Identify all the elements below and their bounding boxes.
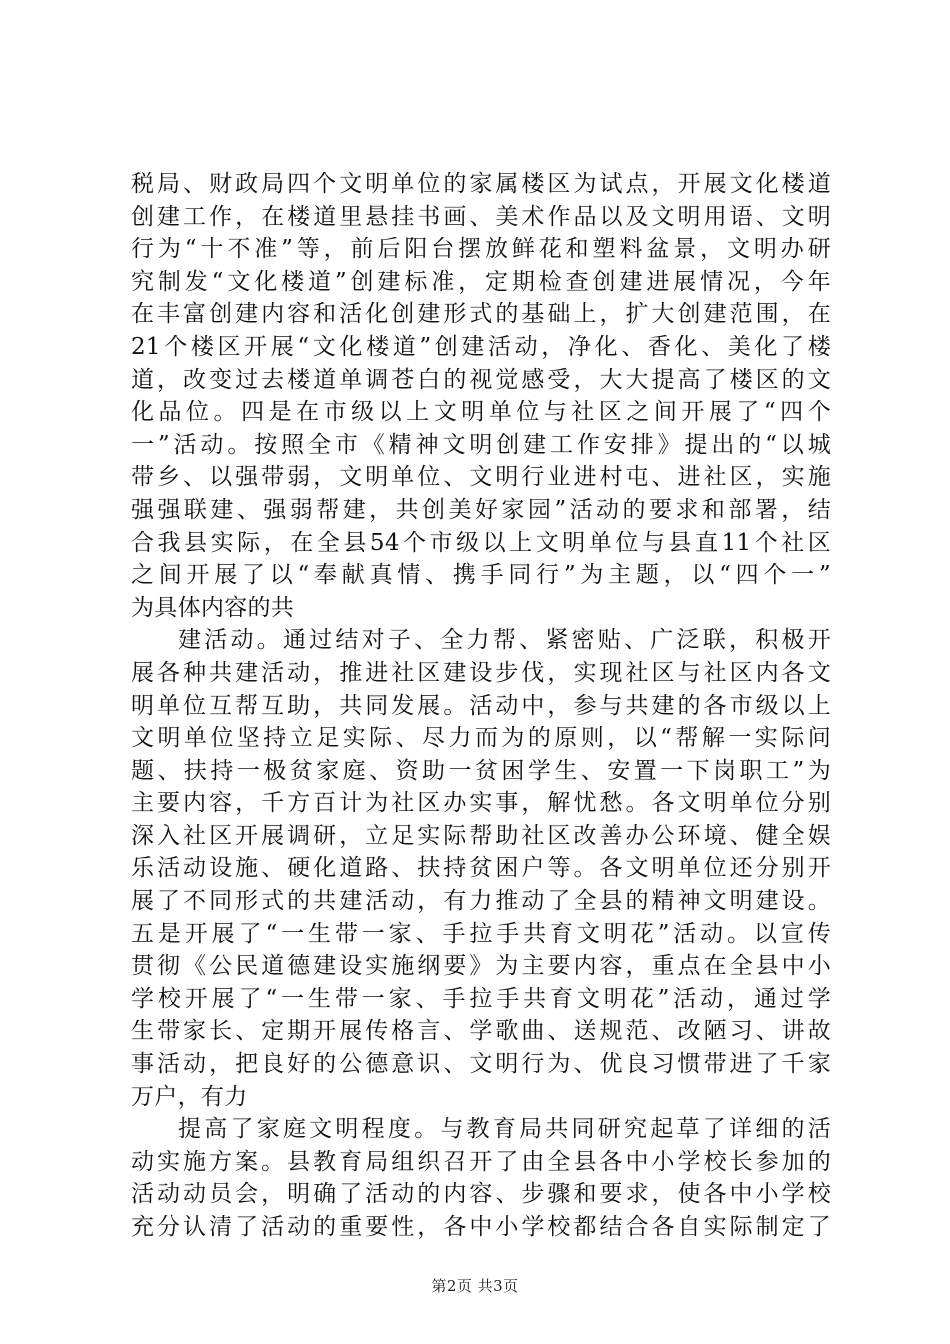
text-line: 税局、财政局四个文明单位的家属楼区为试点，开展文化楼道	[131, 171, 831, 197]
page-indicator: 第2页 共3页	[431, 1277, 519, 1295]
text-line: 乐活动设施、硬化道路、扶持贫困户等。各文明单位还分别开	[131, 855, 831, 882]
text-line: 为具体内容的共	[131, 594, 295, 621]
text-line: 学校开展了“一生带一家、手拉手共育文明花”活动，通过学	[131, 985, 831, 1012]
text-line: 文明单位坚持立足实际、尽力而为的原则，以“帮解一实际问	[131, 725, 831, 752]
text-line: 万户，有力	[131, 1083, 248, 1110]
text-line: 化品位。四是在市级以上文明单位与社区之间开展了“四个	[131, 399, 831, 426]
text-line: 带乡、以强带弱，文明单位、文明行业进村屯、进社区，实施	[131, 464, 831, 491]
text-line: 贯彻《公民道德建设实施纲要》为主要内容，重点在全县中小	[131, 953, 831, 980]
text-line: 强强联建、强弱帮建，共创美好家园”活动的要求和部署，结	[131, 496, 831, 523]
text-line: 究制发“文化楼道”创建标准，定期检查创建进展情况，今年	[131, 268, 831, 295]
document-body	[131, 168, 831, 1244]
text-line: 展了不同形式的共建活动，有力推动了全县的精神文明建设。	[131, 888, 831, 915]
text-line: 题、扶持一极贫家庭、资助一贫困学生、安置一下岗职工”为	[131, 757, 831, 784]
text-line: 建活动。通过结对子、全力帮、紧密贴、广泛联，积极开	[178, 627, 831, 654]
text-line: 事活动，把良好的公德意识、文明行为、优良习惯带进了千家	[131, 1051, 831, 1078]
paragraph-3	[131, 1113, 831, 1243]
text-line: 生带家长、定期开展传格言、学歌曲、送规范、改陋习、讲故	[131, 1018, 831, 1045]
text-line: 提高了家庭文明程度。与教育局共同研究起草了详细的活	[178, 1116, 831, 1143]
text-line: 创建工作，在楼道里悬挂书画、美术作品以及文明用语、文明	[131, 203, 831, 230]
text-line: 充分认清了活动的重要性，各中小学校都结合各自实际制定了	[131, 1214, 831, 1240]
text-line: 道，改变过去楼道单调苍白的视觉感受，大大提高了楼区的文	[131, 366, 831, 393]
text-line: 在丰富创建内容和活化创建形式的基础上，扩大创建范围，在	[131, 301, 831, 328]
text-line: 行为“十不准”等，前后阳台摆放鲜花和塑料盆景，文明办研	[131, 236, 831, 263]
text-line: 主要内容，千方百计为社区办实事，解忧愁。各文明单位分别	[131, 790, 831, 817]
text-line: 五是开展了“一生带一家、手拉手共育文明花”活动。以宣传	[131, 920, 831, 947]
text-line: 合我县实际，在全县54个市级以上文明单位与县直11个社区	[131, 529, 831, 556]
text-line: 展各种共建活动，推进社区建设步伐，实现社区与社区内各文	[131, 659, 831, 686]
text-line: 深入社区开展调研，立足实际帮助社区改善办公环境、健全娱	[131, 822, 831, 849]
page-footer	[0, 1276, 950, 1296]
text-line: 动实施方案。县教育局组织召开了由全县各中小学校长参加的	[131, 1148, 831, 1175]
text-line: 明单位互帮互助，共同发展。活动中，参与共建的各市级以上	[131, 692, 831, 719]
paragraph-2	[131, 624, 831, 1113]
text-line: 之间开展了以“奉献真情、携手同行”为主题，以“四个一”	[131, 562, 831, 589]
text-line: 21个楼区开展“文化楼道”创建活动，净化、香化、美化了楼	[131, 333, 831, 360]
paragraph-1	[131, 168, 831, 624]
text-line: 活动动员会，明确了活动的内容、步骤和要求，使各中小学校	[131, 1181, 831, 1208]
text-line: 一”活动。按照全市《精神文明创建工作安排》提出的“以城	[131, 431, 831, 458]
